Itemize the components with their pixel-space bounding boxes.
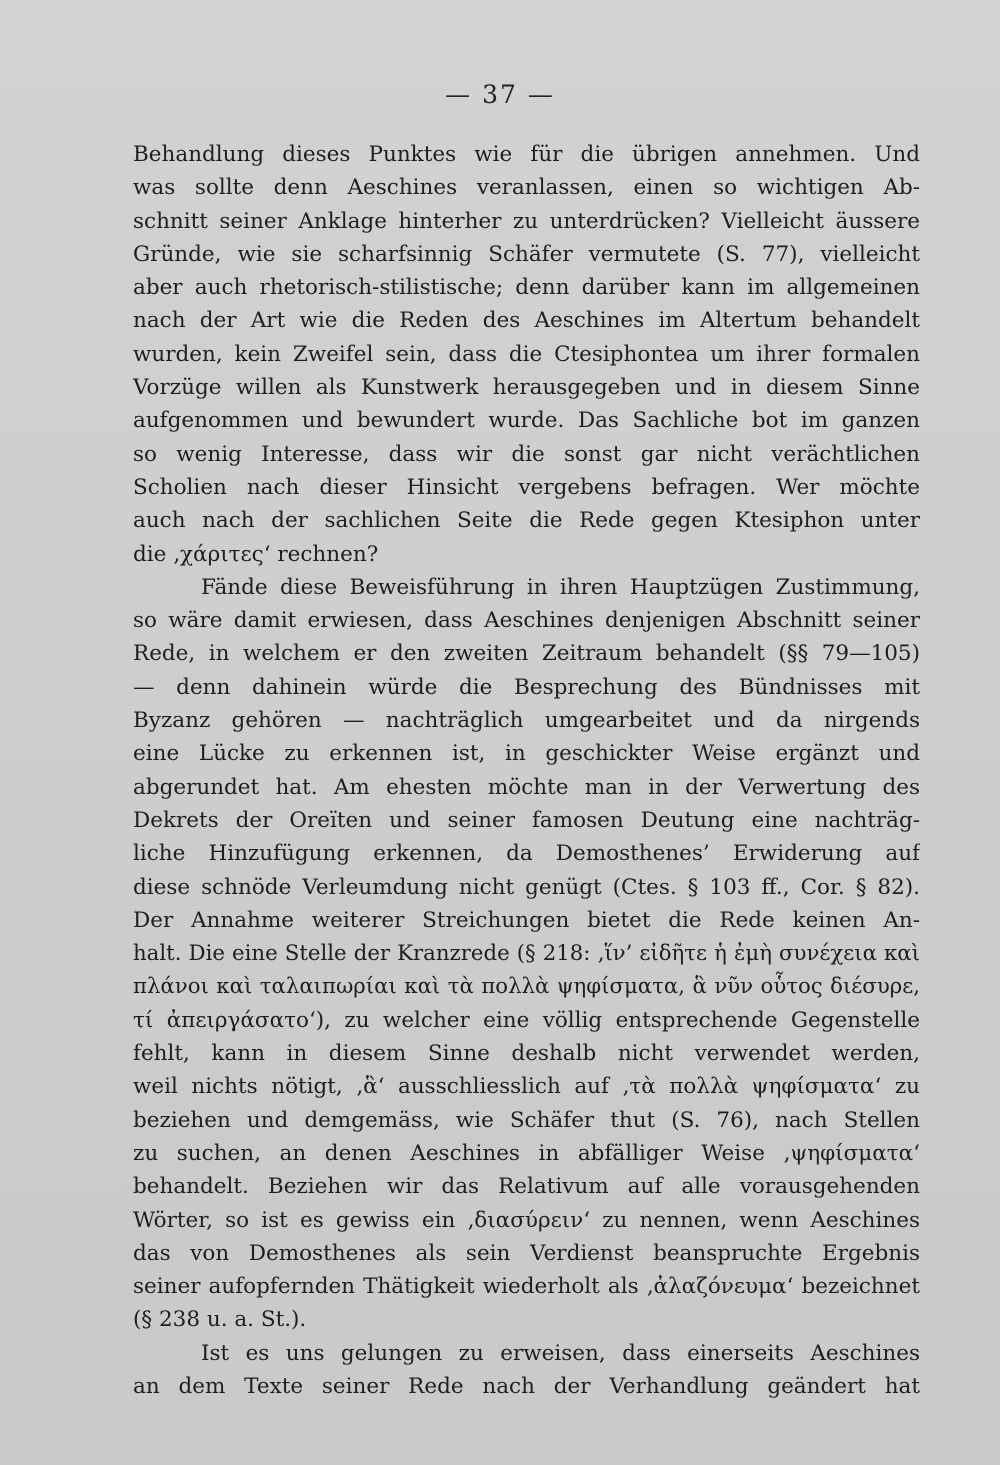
text-line: diese schnöde Verleumdung nicht genügt (Ctes. § 103 ff., Cor. § 82).	[133, 874, 920, 900]
body-text	[133, 138, 920, 1403]
text-line: aber auch rhetorisch-stilistische; denn darüber kann im allgemeinen	[133, 275, 920, 301]
text-line: Vorzüge willen als Kunstwerk herausgegeben und in diesem Sinne	[133, 375, 920, 401]
text-line: das von Demosthenes als sein Verdienst beanspruchte Ergebnis	[133, 1240, 920, 1266]
text-line: Wörter, so ist es gewiss ein ‚διασύρειν‘ zu nennen, wenn Aeschines	[133, 1207, 920, 1233]
text-line: was sollte denn Aeschines veranlassen, einen so wichtigen Ab-	[133, 175, 920, 201]
text-line: beziehen und demgemäss, wie Schäfer thut (S. 76), nach Stellen	[133, 1107, 920, 1133]
text-line: Dekrets der Oreïten und seiner famosen Deutung eine nachträg-	[133, 807, 920, 833]
text-line: wurden, kein Zweifel sein, dass die Ctesiphontea um ihrer formalen	[133, 341, 920, 367]
text-line: abgerundet hat. Am ehesten möchte man in der Verwertung des	[133, 774, 920, 800]
text-line: liche Hinzufügung erkennen, da Demosthenes’ Erwiderung auf	[133, 841, 920, 867]
text-line: so wenig Interesse, dass wir die sonst gar nicht verächtlichen	[133, 441, 920, 467]
text-line: weil nichts nötigt, ‚ἃ‘ ausschliesslich auf ‚τὰ πολλὰ ψηφίσματα‘ zu	[133, 1074, 920, 1100]
paragraph-1	[133, 138, 920, 571]
text-line: πλάνοι καὶ ταλαιπωρίαι καὶ τὰ πολλὰ ψηφίσματα, ἃ νῦν οὗτος διέσυρε,	[133, 974, 920, 1000]
text-line: τί ἀπειργάσατο‘), zu welcher eine völlig entsprechende Gegenstelle	[133, 1007, 920, 1033]
text-line: Rede, in welchem er den zweiten Zeitraum behandelt (§§ 79—105)	[133, 641, 920, 667]
text-line: — denn dahinein würde die Besprechung des Bündnisses mit	[133, 674, 920, 700]
paragraph-3	[133, 1337, 920, 1404]
text-line: schnitt seiner Anklage hinterher zu unterdrücken? Vielleicht äussere	[133, 208, 920, 234]
text-line: Behandlung dieses Punktes wie für die übrigen annehmen. Und	[133, 142, 920, 167]
text-line: halt. Die eine Stelle der Kranzrede (§ 218: ‚ἵν’ εἰδῆτε ἡ ἐμὴ συνέχεια καὶ	[133, 941, 920, 967]
text-line: an dem Texte seiner Rede nach der Verhandlung geändert hat	[133, 1373, 920, 1399]
text-line: Scholien nach dieser Hinsicht vergebens befragen. Wer möchte	[133, 474, 920, 500]
text-line: auch nach der sachlichen Seite die Rede gegen Ktesiphon unter	[133, 508, 920, 534]
text-line: Fände diese Beweisführung in ihren Hauptzügen Zustimmung,	[201, 574, 920, 600]
paragraph-2	[133, 571, 920, 1337]
text-line: die ‚χάριτες‘ rechnen?	[133, 541, 379, 567]
text-line: nach der Art wie die Reden des Aeschines im Altertum behandelt	[133, 308, 920, 334]
text-line: Der Annahme weiterer Streichungen bietet die Rede keinen An-	[133, 907, 920, 933]
text-line: (§ 238 u. a. St.).	[133, 1307, 307, 1333]
text-line: zu suchen, an denen Aeschines in abfälliger Weise ‚ψηφίσματα‘	[133, 1140, 920, 1166]
text-line: Gründe, wie sie scharfsinnig Schäfer vermutete (S. 77), vielleicht	[133, 241, 920, 267]
text-line: Byzanz gehören — nachträglich umgearbeitet und da nirgends	[133, 708, 920, 734]
text-line: fehlt, kann in diesem Sinne deshalb nicht verwendet werden,	[133, 1041, 920, 1067]
text-line: so wäre damit erwiesen, dass Aeschines denjenigen Abschnitt seiner	[133, 608, 920, 634]
text-line: seiner aufopfernden Thätigkeit wiederholt als ‚ἀλαζόνευμα‘ bezeichnet	[133, 1274, 920, 1300]
text-line: eine Lücke zu erkennen ist, in geschickter Weise ergänzt und	[133, 741, 920, 767]
text-line: behandelt. Beziehen wir das Relativum auf alle vorausgehenden	[133, 1174, 920, 1200]
text-line: Ist es uns gelungen zu erweisen, dass einerseits Aeschines	[201, 1340, 920, 1366]
page-number: — 37 —	[445, 80, 555, 109]
text-line: aufgenommen und bewundert wurde. Das Sachliche bot im ganzen	[133, 408, 920, 434]
